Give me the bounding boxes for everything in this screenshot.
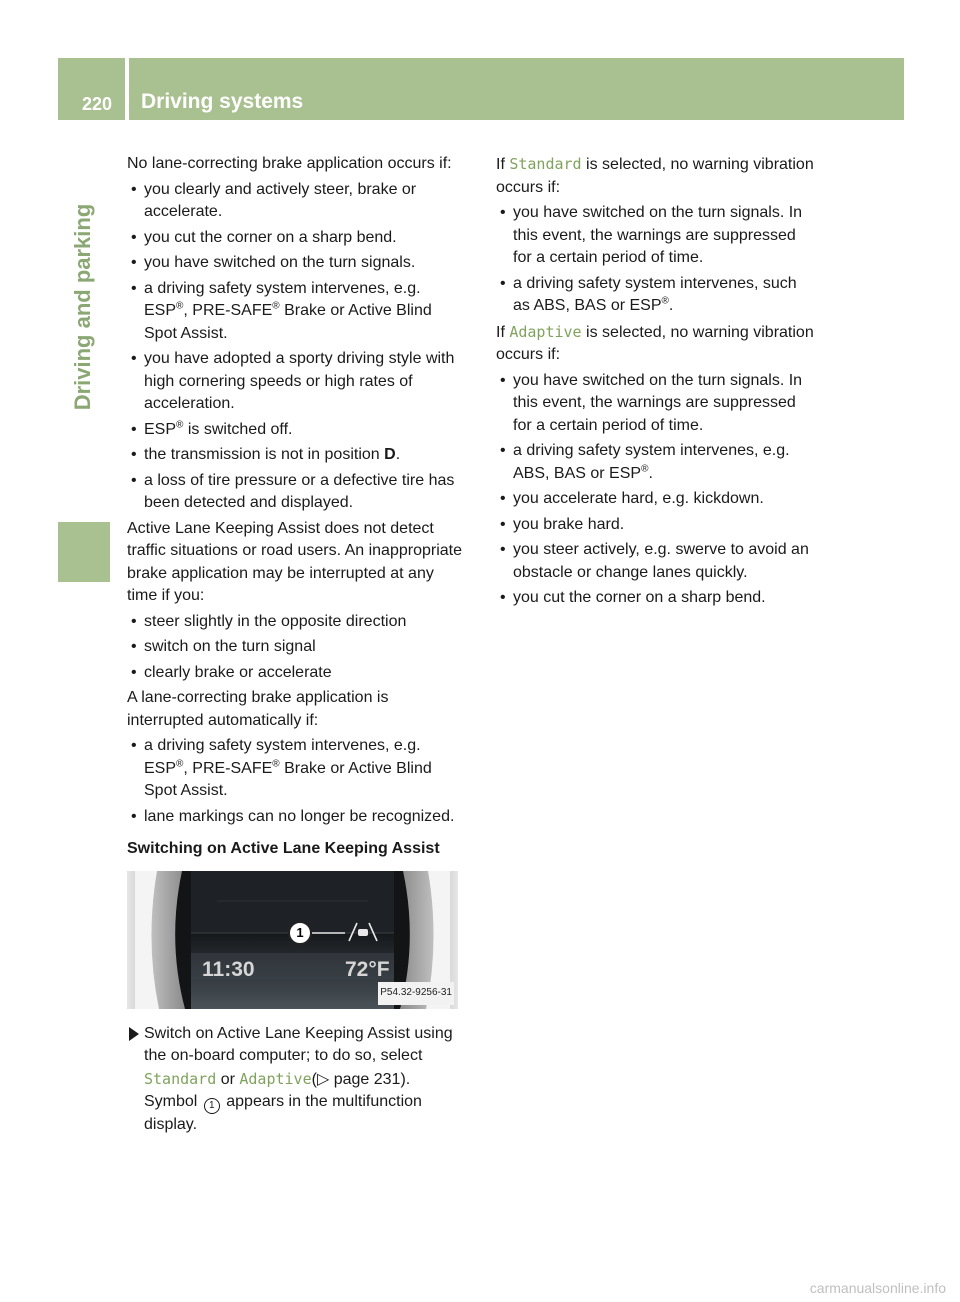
text: If [496, 323, 510, 341]
subsection-heading: Switching on Active Lane Keeping Assist [127, 840, 440, 857]
list-item: • you accelerate hard, e.g. kickdown. [496, 488, 816, 511]
list-item: • you cut the corner on a sharp bend. [127, 227, 462, 250]
callout-number-icon: 1 [204, 1098, 220, 1114]
text: a driving safety system intervenes, e.g. ABS, BAS or ESP [513, 442, 790, 482]
text: . [668, 297, 674, 314]
option-standard: Standard [144, 1069, 217, 1088]
paragraph [496, 321, 816, 367]
list-item: • you brake hard. [496, 514, 816, 537]
clock-display: 11:30 [202, 957, 255, 981]
list-item: • clearly brake or accelerate [127, 662, 462, 685]
text: ESP [144, 420, 177, 438]
text: is selected, no warning vibration occurs if: [496, 156, 814, 196]
gear-position: D [384, 446, 396, 463]
text: . [648, 464, 653, 482]
paragraph: Active Lane Keeping Assist does not detect traffic situations or road users. An inappropriate brake application may be interrupted at any time if you: [127, 519, 462, 604]
list-item [127, 278, 462, 346]
list-item [496, 273, 816, 318]
text: Brake or Active Blind Spot Assist. [144, 759, 432, 799]
text: a driving safety system intervenes, e.g. ESP [144, 737, 421, 777]
page-number: 220 [82, 94, 113, 114]
list-item: • you cut the corner on a sharp bend. [496, 587, 816, 610]
option-standard: Standard [509, 155, 582, 173]
text: ( [311, 1070, 317, 1088]
text: or [216, 1070, 240, 1088]
list-item: • you clearly and actively steer, brake or accelerate. [127, 179, 462, 224]
bullet-list [127, 179, 462, 515]
text: , PRE-SAFE [183, 759, 273, 777]
text: a driving safety system intervenes, e.g. ESP [144, 279, 421, 319]
text: appears in the multifunction display. [144, 1093, 422, 1133]
list-item: • you have switched on the turn signals. In this event, the warnings are suppressed for a certain period of time. [496, 370, 816, 438]
bullet-list [127, 611, 462, 685]
registered-mark: ® [176, 758, 184, 770]
list-item: • a loss of tire pressure or a defective tire has been detected and displayed. [127, 470, 462, 515]
page-ref-icon: ▷ [316, 1070, 330, 1088]
list-item [496, 440, 816, 485]
bullet-list [496, 202, 816, 318]
text: Switch on Active Lane Keeping Assist using the on-board computer; to do so, select [144, 1024, 453, 1064]
list-item [127, 735, 462, 803]
text: the transmission is not in position [144, 446, 385, 463]
registered-mark: ® [661, 295, 669, 307]
side-tab-label: Driving and parking [70, 203, 95, 411]
text: If [496, 156, 510, 173]
instrument-cluster-figure [127, 871, 458, 1009]
left-column [127, 153, 462, 1137]
callout-1: 1 [288, 921, 312, 945]
text: , PRE-SAFE [183, 302, 273, 319]
option-adaptive: Adaptive [239, 1069, 312, 1088]
registered-mark: ® [641, 463, 649, 475]
registered-mark: ® [176, 419, 184, 431]
list-item [127, 444, 462, 467]
option-adaptive: Adaptive [509, 322, 582, 341]
list-item: • steer slightly in the opposite direction [127, 611, 462, 634]
text: . [395, 446, 401, 463]
header-divider [125, 58, 129, 120]
paragraph [496, 153, 816, 199]
list-item: • you have adopted a sporty driving style with high cornering speeds or high rates of acceleration. [127, 348, 462, 416]
figure-code: P54.32-9256-31 [378, 982, 454, 1005]
watermark: carmanualsonline.info [809, 1280, 946, 1296]
instruction-step [127, 1023, 462, 1137]
page-reference: page 231). [329, 1070, 411, 1088]
text: Brake or Active Blind Spot Assist. [144, 302, 432, 342]
step-arrow-icon [129, 1027, 139, 1041]
list-item: • you steer actively, e.g. swerve to avoid an obstacle or change lanes quickly. [496, 539, 816, 584]
text: is switched off. [183, 420, 293, 438]
list-item [127, 419, 462, 442]
list-item: • you have switched on the turn signals. In this event, the warnings are suppressed for a certain period of time. [496, 202, 816, 270]
bullet-list [496, 370, 816, 610]
registered-mark: ® [272, 300, 280, 312]
list-item: • lane markings can no longer be recognized. [127, 806, 462, 829]
registered-mark: ® [272, 758, 280, 770]
paragraph: A lane-correcting brake application is interrupted automatically if: [127, 689, 389, 729]
list-item: • switch on the turn signal [127, 636, 462, 659]
text: a driving safety system intervenes, such as ABS, BAS or ESP [513, 274, 797, 314]
paragraph: No lane-correcting brake application occurs if: [127, 155, 452, 172]
temperature-display: 72°F [345, 957, 390, 981]
list-item: • you have switched on the turn signals. [127, 252, 462, 275]
text: is selected, no warning vibration occurs if: [496, 323, 814, 363]
registered-mark: ® [176, 300, 184, 312]
section-title: Driving systems [141, 90, 304, 113]
text: Symbol [144, 1093, 202, 1110]
bullet-list [127, 735, 462, 828]
right-column [496, 153, 816, 613]
side-tab-block [58, 522, 110, 582]
